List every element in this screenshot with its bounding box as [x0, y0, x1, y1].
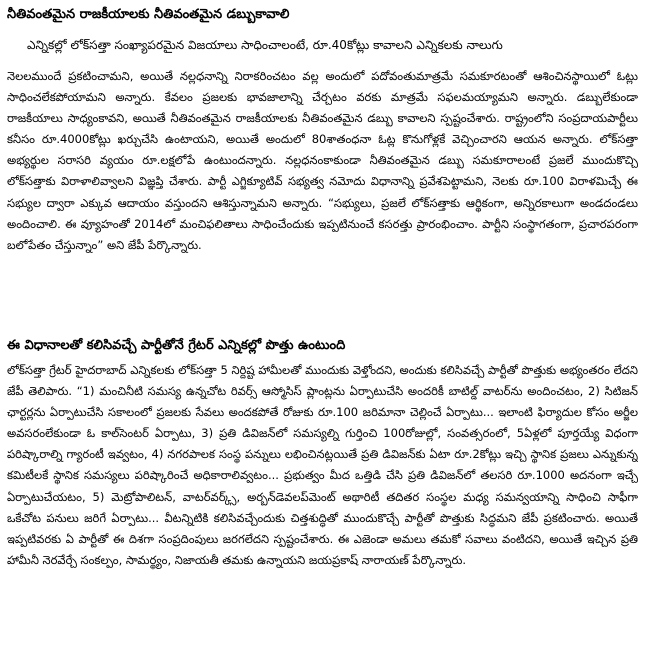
article-paragraph-1: నెలలముందే ప్రకటించామని, అయితే నల్లధనాన్ని నిరాకరించటం వల్ల అందులో పదోవంతుమాత్రమే సమకూరటంతో ఆశించినస్థాయిలో ఓట్లు సాధించలేకపోయామని అన్నారు. కేవలం ప్రజలకు భావజాలాన్ని చేర్చటం వరకు మాత్రమే సఫలమయ్యామని అన్నారు. డబ్బులేకుండా రాజకీయాలు సాధ్యంకావని, అయితే నీతివంతమైన రాజకీయాలకు నీతివంతమైన డబ్బు కావాలని స్పష్టంచేశారు. రాష్ట్రంలోని సంప్రదాయపార్టీలు కనీసం రూ.4000కోట్లు ఖర్చుచేసి ఉంటాయని, అయితే అందులో 80శాతంధనా ఓట్ల కొనుగోళ్లకే వెచ్చించారని ఆయన అన్నారు. లోక్‌సత్తా అభ్యర్థుల సరాసరి వ్యయం రూ.లక్షలోపే ఉంటుందన్నారు. నల్లధనంకాకుండా నీతివంతమైన డబ్బు సమకూరాలంటే ప్రజలే ముందుకొచ్చి లోక్‌సత్తాకు విరాళాలివ్వాలని విజ్ఞప్తి చేశారు. పార్టీ ఎగ్జిక్యూటివ్ సభ్యత్వ నమోదు విధానాన్ని ప్రవేశపెట్టామని, నెలకు రూ.100 విరాళమిచ్చే ఈ సభ్యుల ద్వారా ఎక్కువ ఆదాయం వస్తుందని ఆశిస్తున్నామని అన్నారు. “సభ్యులు, ప్రజలే లోక్‌సత్తాకు ఆర్థికంగా, అన్నిరకాలుగా అండదండలు అందించాలి. ఈ వ్యూహంతో 2014లో మంచిఫలితాలు సాధించేందుకు ఇప్పటినుంచే కసరత్తు ప్రారంభించాం. పార్టీని సంస్థాగతంగా, ప్రచారపరంగా బలోపేతం చేస్తున్నాం” అని జేపీ పేర్కొన్నారు.: [7, 69, 638, 252]
article-heading: నీతివంతమైన రాజకీయాలకు నీతివంతమైన డబ్బుకావాలి: [7, 7, 290, 22]
section-heading: ఈ విధానాలతో కలిసివచ్చే పార్టీతోనే గ్రేటర్ ఎన్నికల్లో పొత్తు ఉంటుంది: [7, 338, 346, 353]
article-paragraph-2: లోక్‌సత్తా గ్రేటర్ హైదరాబాద్ ఎన్నికలకు లోక్‌సత్తా 5 నిర్దిష్ట హామీలతో ముందుకు వెళ్తోందని, అందుకు కలిసివచ్చే పార్టీతో పొత్తుకు అభ్యంతరం లేదని జేపీ తెలిపారు. “1) మంచినీటి సమస్య ఉన్నచోట రివర్స్ ఆస్మోసిస్ ప్లాంట్లను ఏర్పాటుచేసి అందరికీ బాటిల్డ్ వాటర్‌ను అందించటం, 2) సిటిజన్ ఛార్టర్లను ఏర్పాటుచేసి సకాలంలో ప్రజలకు సేవలు అందకపోతే రోజుకు రూ.100 జరిమానా చెల్లించే ఏర్పాటు... ఇలాంటి ఫిర్యాదుల కోసం అర్జీల అవసరంలేకుండా ఓ కాల్‌సెంటర్ ఏర్పాటు, 3) ప్రతి డివిజన్‌లో సమస్యల్ని గుర్తించి 100రోజుల్లో, సంవత్సరంలో, 5ఏళ్లలో పూర్తయ్యే విధంగా పరిష్కారాల్ని గ్యారంటీ ఇవ్వటం, 4) నగరపాలక సంస్థ పన్నులు లభించినట్లయితే ప్రతి డివిజన్‌కు ఏటా రూ.2కోట్లు ఇచ్చి స్థానిక ప్రజలు ఎన్నుకున్న కమిటీలకే స్థానిక సమస్యలు పరిష్కారించే అధికారాలివ్వటం... ప్రభుత్వం మీద ఒత్తిడి చేసి ప్రతి డివిజన్‌లో తలసరి రూ.1000 అదనంగా ఇచ్చే ఏర్పాటుచేయటం, 5) మెట్రోపాలిటన్, వాటర్‌వర్క్స్, అర్బన్‌డెవలప్‌మెంట్ అథారిటీ తదితర సంస్థల మధ్య సమన్వయాన్ని సాధించి సాఫీగా ఒకేచోట పనులు జరిగే ఏర్పాటు... వీటన్నిటికి కలిసివచ్చేందుకు చిత్తశుద్ధితో ముందుకొచ్చే పార్టీతో పొత్తుకు సిద్ధమని జేపీ ప్రకటించారు. అయితే ఇప్పటివరకు ఏ పార్టీతో ఈ దిశగా సంప్రదింపులు జరగలేదని స్పష్టంచేశారు. ఈ ఎజెండా అమలు తమకో సవాలు వంటిదని, అయితే ఇచ్చిన ప్రతి హామీనీ నెరవేర్చే సంకల్పం, సామర్థ్యం, నిజాయతీ తమకు ఉన్నాయని జయప్రకాష్ నారాయణ్ పేర్కొన్నారు.: [7, 363, 638, 567]
article-subtitle: ఎన్నికల్లో లోక్‌సత్తా సంఖ్యాపరమైన విజయాలు సాధించాలంటే, రూ.40కోట్లు కావాలని ఎన్నికలకు నాలుగు: [27, 38, 503, 52]
